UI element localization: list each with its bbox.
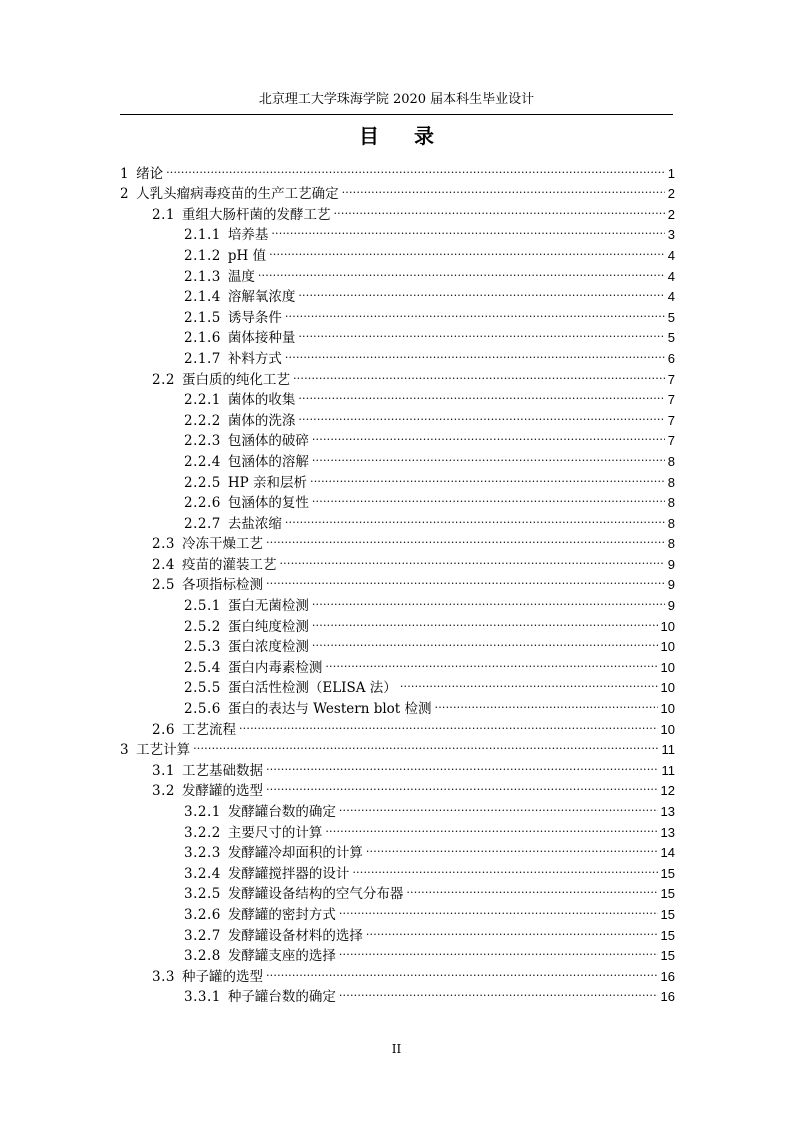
toc-entry-page: 4 [667, 247, 675, 263]
toc-dot-leader [285, 342, 665, 363]
page-number: II [391, 1042, 402, 1056]
toc-dot-leader [239, 713, 658, 734]
toc-entry-number: 2.5.4 [184, 659, 221, 676]
toc-entry-page: 16 [660, 989, 675, 1005]
toc-dot-leader [310, 466, 665, 487]
toc-entry-page: 12 [660, 783, 675, 799]
toc-dot-leader [406, 878, 657, 899]
toc-entry-title: 蛋白浓度检测 [227, 639, 309, 656]
toc-entry-page: 15 [660, 865, 675, 881]
toc-entry-number: 3.2.1 [184, 804, 221, 820]
toc-entry-page: 7 [667, 433, 675, 449]
toc-entry-number: 2.2.7 [184, 515, 221, 532]
toc-entry-title: 发酵罐冷却面积的计算 [227, 845, 363, 862]
toc-entry-title: 发酵罐支座的选择 [227, 948, 336, 965]
toc-entry-page: 10 [660, 721, 675, 737]
toc-entry-number: 3.2.2 [184, 824, 221, 841]
toc-entry-page: 11 [661, 742, 675, 758]
toc-entry-title: 诱导条件 [227, 309, 282, 326]
toc-entry-title: 发酵罐设备结构的空气分布器 [227, 886, 404, 903]
toc-entry-page: 1 [667, 165, 675, 181]
toc-entry-page: 11 [661, 762, 675, 778]
toc-entry-title: 包涵体的复性 [227, 495, 309, 512]
toc-entry-number: 2.1.3 [184, 268, 221, 285]
toc-entry-page: 2 [667, 206, 675, 222]
toc-dot-leader [266, 569, 665, 590]
toc-entry-page: 5 [667, 330, 675, 346]
toc-entry-title: 工艺基础数据 [181, 762, 263, 779]
toc-entry-number: 3.2.6 [184, 906, 221, 923]
toc-entry-page: 13 [660, 804, 675, 819]
toc-dot-leader [293, 363, 665, 384]
toc-entry-number: 2.1.7 [184, 350, 221, 367]
toc-dot-leader [266, 775, 658, 796]
toc-entry-number: 2 [120, 186, 130, 203]
toc-entry-page: 15 [660, 906, 675, 922]
toc-entry-title: 工艺计算 [136, 742, 191, 759]
toc-entry-title: 冷冻干燥工艺 [181, 536, 263, 553]
toc-dot-leader [312, 631, 658, 652]
toc-entry-page: 10 [660, 659, 675, 675]
toc-entry-page: 10 [660, 701, 675, 717]
toc-entry-number: 2.2.6 [184, 495, 221, 512]
toc-entry-title: 蛋白无菌检测 [227, 598, 309, 615]
toc-entry-page: 8 [667, 515, 675, 531]
toc-entry-number: 2.1.6 [184, 330, 221, 347]
toc-dot-leader [312, 589, 665, 610]
toc-entry-page: 5 [667, 309, 675, 325]
toc-entry-number: 2.1.4 [184, 289, 221, 306]
toc-entry-title: 菌体接种量 [227, 330, 296, 347]
toc-dot-leader [312, 610, 658, 631]
toc-entry-page: 15 [660, 948, 675, 964]
toc-entry-title: 溶解氧浓度 [227, 289, 296, 306]
toc-dot-leader [312, 445, 665, 466]
toc-entry-title: 包涵体的溶解 [227, 453, 309, 470]
toc-entry-title: 种子罐台数的确定 [227, 989, 336, 1006]
toc-entry-page: 6 [667, 350, 675, 366]
table-of-contents [120, 157, 675, 1006]
toc-entry-number: 2.1.1 [184, 227, 221, 244]
toc-entry-title: 主要尺寸的计算 [227, 824, 323, 841]
toc-dot-leader [339, 940, 658, 961]
toc-dot-leader [266, 528, 665, 549]
toc-entry-number: 3.2.8 [184, 948, 221, 965]
toc-dot-leader [266, 754, 659, 775]
toc-entry-number: 2.5.3 [184, 639, 221, 656]
toc-dot-leader [339, 981, 658, 1002]
toc-entry-title: 蛋白质的纯化工艺 [181, 371, 290, 388]
toc-entry-title: 疫苗的灌装工艺 [181, 556, 277, 573]
toc-entry-number: 3.2.4 [184, 865, 221, 882]
toc-dot-leader [435, 692, 658, 713]
toc-entry-page: 15 [660, 927, 675, 943]
toc-dot-leader [298, 281, 664, 302]
toc-entry-title: 绪论 [136, 165, 164, 182]
toc-dot-leader [339, 795, 658, 816]
toc-dot-leader [266, 960, 658, 981]
header-rule [120, 114, 673, 115]
toc-entry-title: pH 值 [227, 247, 267, 264]
toc-entry-number: 3.2.5 [184, 886, 221, 903]
toc-dot-leader [325, 651, 657, 672]
toc-entry-number: 2.2.3 [184, 433, 221, 450]
toc-entry-number: 2.1 [152, 206, 175, 223]
toc-entry-page: 2 [667, 186, 675, 202]
toc-entry-page: 7 [667, 392, 675, 408]
toc-dot-leader [258, 260, 665, 281]
toc-entry-title: 菌体的收集 [227, 392, 296, 409]
toc-entry[interactable] [120, 734, 675, 759]
toc-entry-number: 2.2.1 [184, 392, 221, 409]
toc-entry-number: 2.1.2 [184, 247, 221, 264]
toc-dot-leader [342, 178, 665, 199]
toc-entry-number: 2.2.2 [184, 412, 221, 429]
toc-entry-number: 2.5.2 [184, 618, 221, 635]
toc-dot-leader [312, 487, 665, 508]
toc-entry-page: 9 [667, 556, 675, 572]
toc-entry-title: 补料方式 [227, 350, 282, 367]
toc-entry-page: 7 [667, 371, 675, 387]
toc-entry-number: 2.2 [152, 371, 175, 388]
toc-entry-title: 蛋白纯度检测 [227, 618, 309, 635]
toc-entry-page: 8 [667, 474, 675, 490]
toc-dot-leader [325, 816, 657, 837]
toc-entry-number: 3 [120, 742, 130, 759]
toc-entry-title: 蛋白内毒素检测 [227, 659, 323, 676]
toc-entry-page: 15 [660, 886, 675, 902]
toc-dot-leader [312, 425, 665, 446]
toc-dot-leader [166, 157, 665, 178]
toc-entry-number: 2.1.5 [184, 309, 221, 326]
toc-entry-number: 2.4 [152, 556, 175, 573]
toc-entry-number: 2.5.6 [184, 701, 221, 718]
toc-entry-page: 8 [667, 495, 675, 511]
toc-entry-title: 各项指标检测 [181, 577, 263, 594]
toc-dot-leader [366, 919, 658, 940]
toc-dot-leader [333, 198, 664, 219]
toc-entry[interactable] [120, 157, 675, 182]
toc-entry-title: 去盐浓缩 [227, 515, 282, 532]
toc-entry-title: 发酵罐设备材料的选择 [227, 927, 363, 944]
toc-title: 目 录 [359, 124, 448, 148]
toc-entry-title: 发酵罐搅拌器的设计 [227, 865, 350, 882]
toc-entry-title: 蛋白活性检测（ELISA 法） [227, 680, 397, 697]
toc-dot-leader [339, 898, 658, 919]
toc-entry-number: 3.1 [152, 762, 175, 779]
toc-entry-page: 13 [660, 824, 675, 840]
toc-entry-number: 3.2.3 [184, 845, 221, 862]
toc-entry-title: 发酵罐台数的确定 [227, 804, 336, 820]
toc-entry-number: 2.2.5 [184, 474, 221, 491]
toc-dot-leader [279, 548, 664, 569]
toc-entry-number: 3.2 [152, 783, 175, 800]
toc-entry-number: 3.3.1 [184, 989, 221, 1006]
toc-entry-page: 3 [667, 227, 675, 243]
toc-dot-leader [298, 322, 664, 343]
running-header: 北京理工大学珠海学院 2020 届本科生毕业设计 [258, 92, 535, 107]
toc-entry-page: 10 [660, 618, 675, 634]
toc-entry-number: 2.3 [152, 536, 175, 553]
toc-entry-number: 2.5 [152, 577, 175, 594]
toc-entry-title: 重组大肠杆菌的发酵工艺 [181, 206, 331, 223]
toc-entry-title: 菌体的洗涤 [227, 412, 296, 429]
toc-dot-leader [269, 239, 665, 260]
toc-dot-leader [352, 857, 657, 878]
toc-entry-number: 2.5.1 [184, 598, 221, 615]
toc-dot-leader [285, 507, 665, 528]
toc-entry-page: 4 [667, 268, 675, 284]
toc-entry-page: 8 [667, 536, 675, 552]
toc-entry[interactable] [120, 178, 675, 203]
toc-entry-page: 7 [667, 412, 675, 428]
toc-entry-title: 发酵罐的密封方式 [227, 906, 336, 923]
toc-dot-leader [298, 384, 664, 405]
toc-entry-title: 发酵罐的选型 [181, 783, 263, 800]
toc-entry-title: 工艺流程 [181, 721, 236, 738]
toc-entry-page: 10 [660, 639, 675, 655]
toc-entry-page: 16 [660, 968, 675, 984]
toc-entry-page: 8 [667, 453, 675, 469]
toc-entry-number: 2.5.5 [184, 680, 221, 697]
toc-dot-leader [298, 404, 664, 425]
toc-entry[interactable] [120, 754, 675, 779]
toc-entry-page: 9 [667, 577, 675, 593]
toc-entry-number: 2.2.4 [184, 453, 221, 470]
toc-entry-title: 包涵体的破碎 [227, 433, 309, 450]
toc-dot-leader [285, 301, 665, 322]
toc-entry-title: HP 亲和层析 [227, 474, 308, 491]
toc-entry-number: 2.6 [152, 721, 175, 738]
toc-entry-title: 蛋白的表达与 Western blot 检测 [227, 701, 432, 718]
toc-entry-title: 人乳头瘤病毒疫苗的生产工艺确定 [136, 186, 339, 203]
toc-entry-page: 10 [660, 680, 675, 696]
toc-dot-leader [400, 672, 658, 693]
toc-entry-title: 温度 [227, 268, 255, 285]
toc-entry-page: 4 [667, 289, 675, 305]
toc-entry-page: 9 [667, 598, 675, 614]
toc-entry-title: 培养基 [227, 227, 269, 244]
toc-dot-leader [366, 837, 658, 858]
toc-entry-number: 3.3 [152, 968, 175, 985]
toc-dot-leader [193, 734, 658, 755]
toc-entry-number: 1 [120, 165, 130, 182]
toc-entry-title: 种子罐的选型 [181, 968, 263, 985]
toc-entry-page: 14 [660, 845, 675, 861]
toc-entry-number: 3.2.7 [184, 927, 221, 944]
toc-dot-leader [271, 219, 664, 240]
